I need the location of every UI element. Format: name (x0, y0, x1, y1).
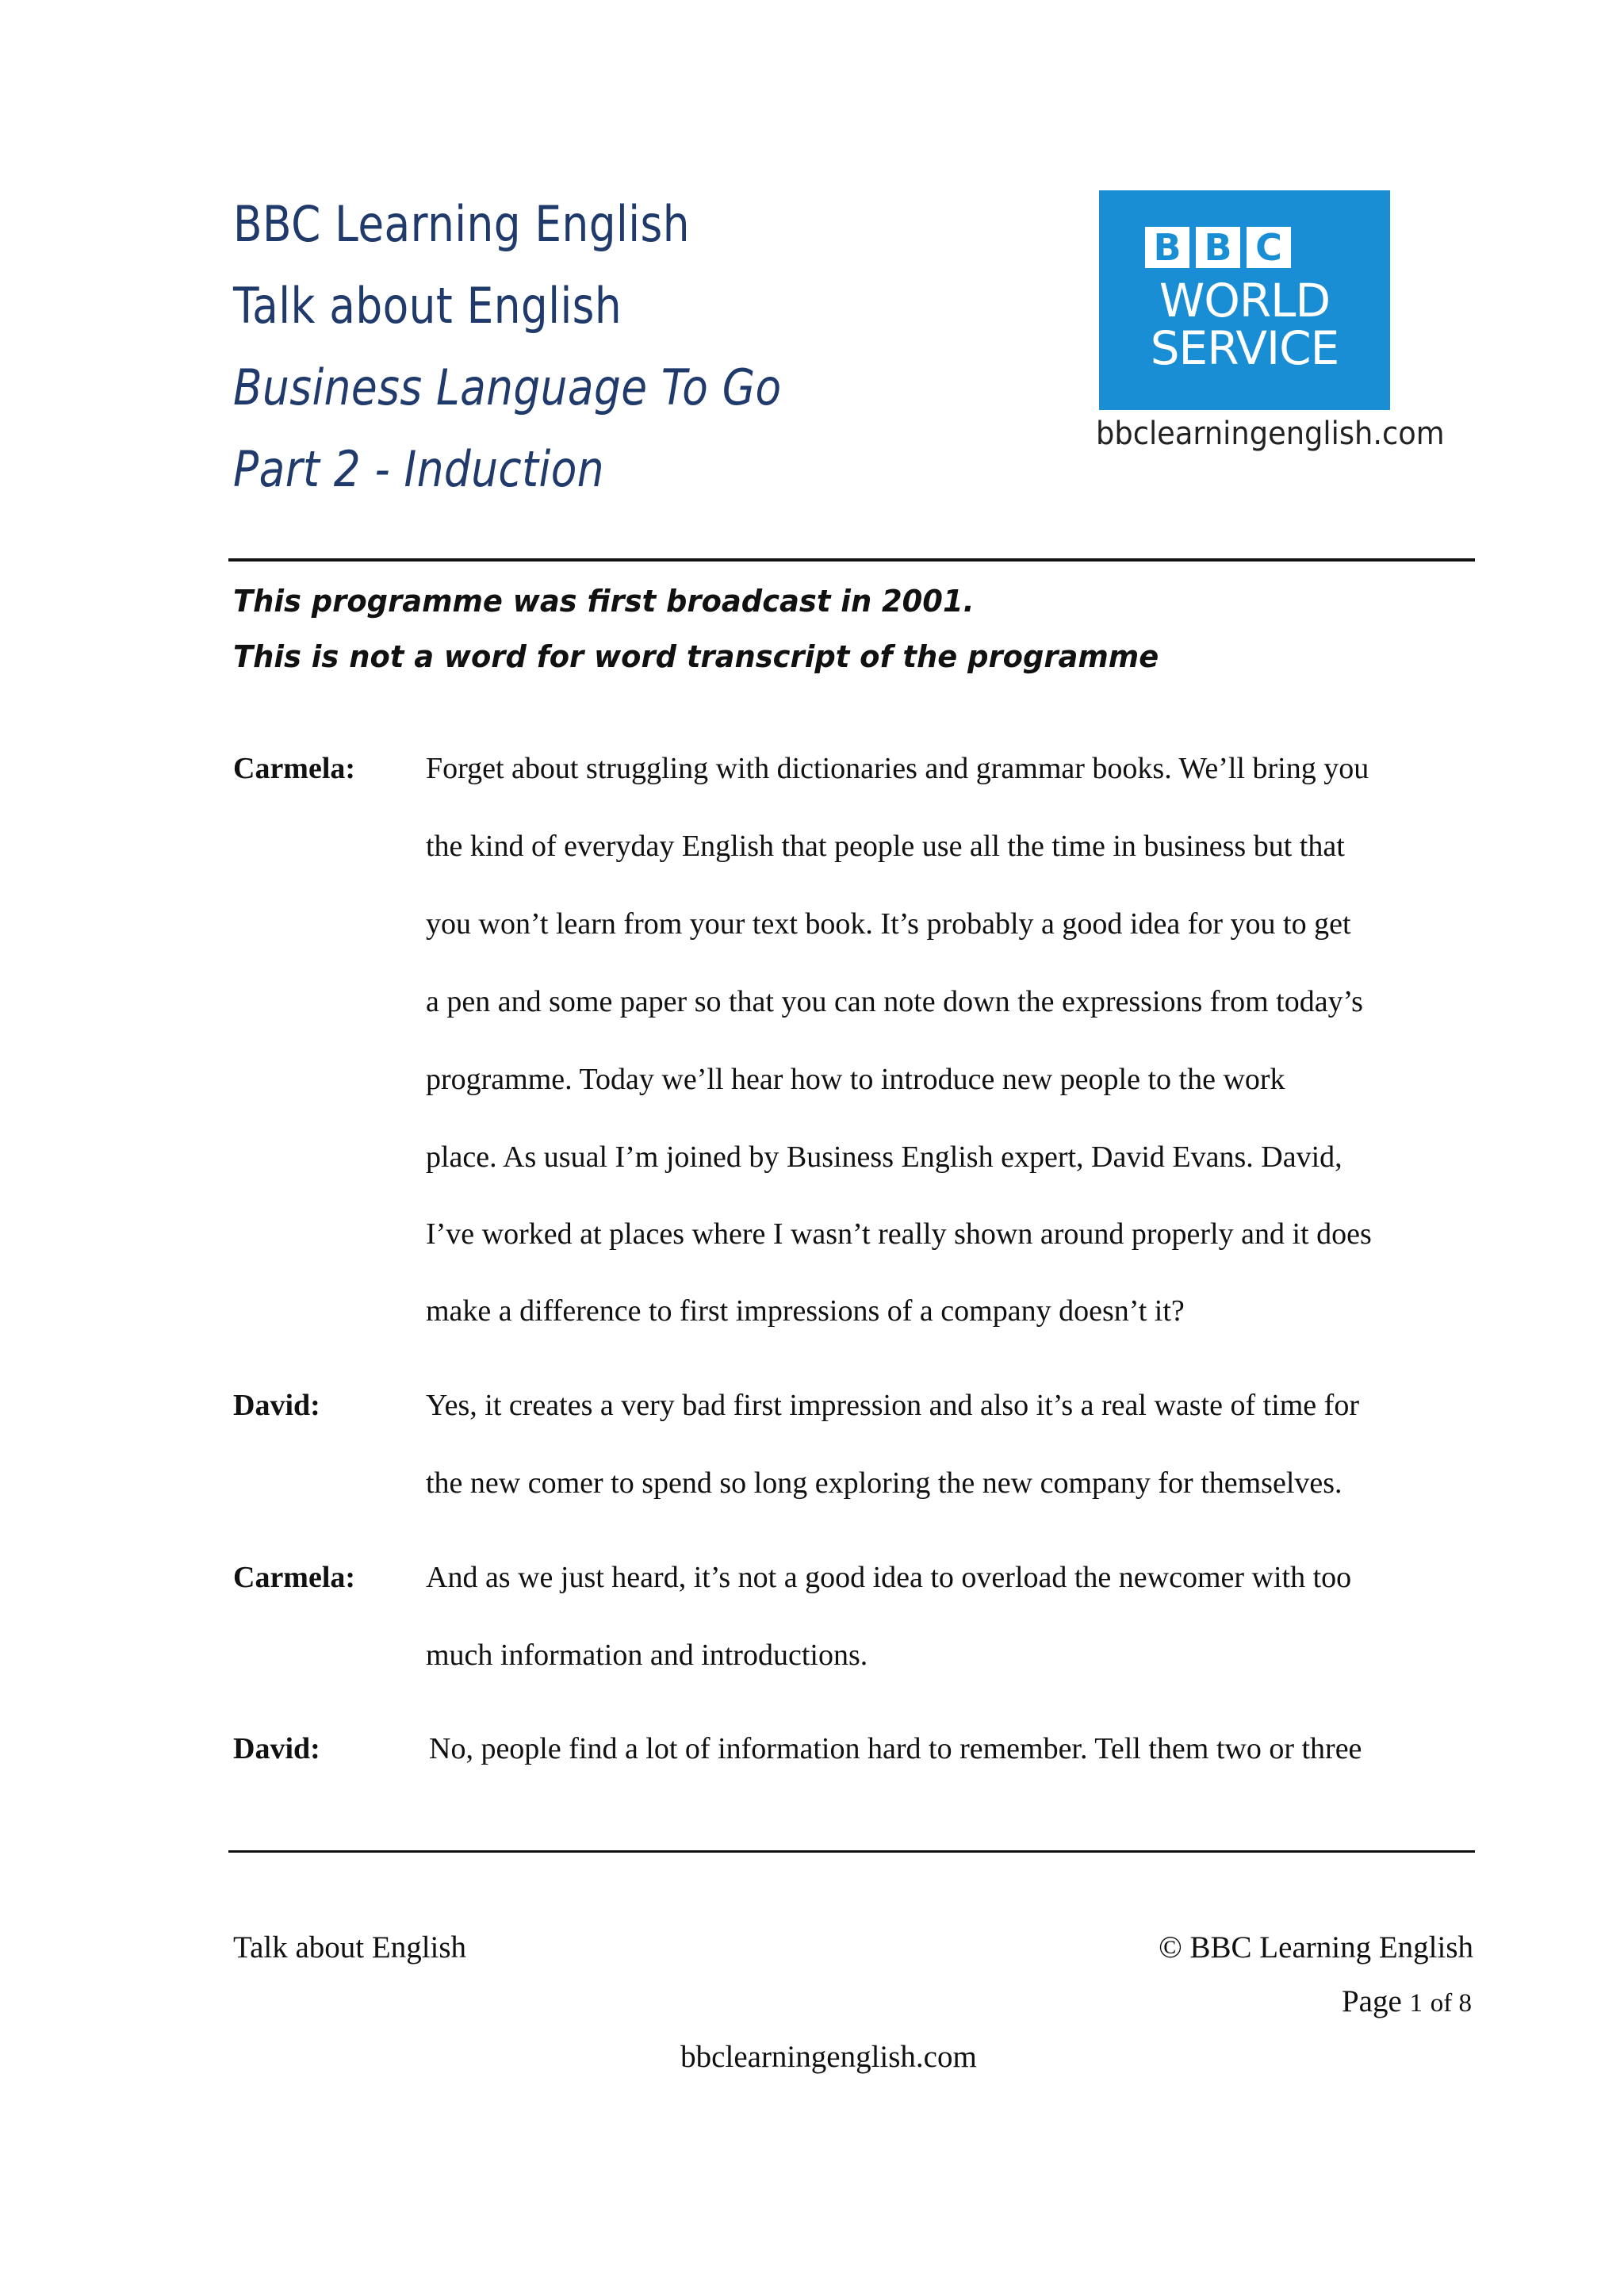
dialogue-line: the kind of everyday English that people use all the time in business but that (426, 830, 1345, 863)
bbc-world-service-logo (1099, 190, 1390, 410)
dialogue-line: you won’t learn from your text book. It’s probably a good idea for you to get (426, 907, 1351, 941)
header-divider (228, 558, 1475, 562)
dialogue-line: Yes, it creates a very bad first impression and also it’s a real waste of time for (426, 1389, 1359, 1422)
logo-service-text: SERVICE (1150, 321, 1339, 375)
speaker-label: Carmela: (233, 752, 356, 785)
header-title-line3: Business Language To Go (233, 358, 782, 416)
dialogue-line: And as we just heard, it’s not a good idea to overload the newcomer with too (426, 1561, 1352, 1594)
speaker-label: David: (233, 1732, 320, 1765)
broadcast-note: This programme was first broadcast in 2001. (233, 584, 975, 619)
dialogue-line: the new comer to spend so long exploring the new company for themselves. (426, 1466, 1342, 1500)
dialogue-line: place. As usual I’m joined by Business English expert, David Evans. David, (426, 1140, 1342, 1174)
dialogue-line: a pen and some paper so that you can note down the expressions from today’s (426, 985, 1363, 1018)
footer-left-title: Talk about English (233, 1930, 467, 1964)
transcript-note: This is not a word for word transcript of the programme (233, 639, 1159, 674)
bbc-letter-b1: B (1145, 227, 1189, 268)
header-title-line4: Part 2 - Induction (233, 440, 605, 498)
bbc-letter-b2: B (1196, 227, 1240, 268)
header-title-line1: BBC Learning English (233, 195, 690, 253)
footer-divider (228, 1850, 1475, 1853)
footer-url: bbclearningenglish.com (680, 2040, 977, 2074)
dialogue-line: programme. Today we’ll hear how to introduce new people to the work (426, 1063, 1285, 1096)
speaker-label: Carmela: (233, 1561, 356, 1594)
dialogue-line: Forget about struggling with dictionaries and grammar books. We’ll bring you (426, 752, 1369, 785)
dialogue-line: make a difference to first impressions of a company doesn’t it? (426, 1294, 1185, 1328)
speaker-label: David: (233, 1389, 320, 1422)
dialogue-line: I’ve worked at places where I wasn’t really shown around properly and it does (426, 1217, 1372, 1251)
bbc-letter-c: C (1247, 227, 1291, 268)
logo-url: bbclearningenglish.com (1096, 416, 1445, 452)
dialogue-line: much information and introductions. (426, 1639, 868, 1672)
dialogue-line: No, people find a lot of information hard to remember. Tell them two or three (429, 1732, 1362, 1765)
page-indicator (1342, 1984, 1472, 2019)
logo-world-text: WORLD (1159, 274, 1331, 328)
page-label: Page (1341, 1984, 1402, 2018)
bbc-blocks (1145, 227, 1291, 268)
header-title-line2: Talk about English (233, 277, 622, 335)
page-total: of 8 (1430, 1989, 1472, 2018)
footer-copyright: © BBC Learning English (1159, 1930, 1473, 1964)
page-number: 1 (1409, 1989, 1423, 2018)
